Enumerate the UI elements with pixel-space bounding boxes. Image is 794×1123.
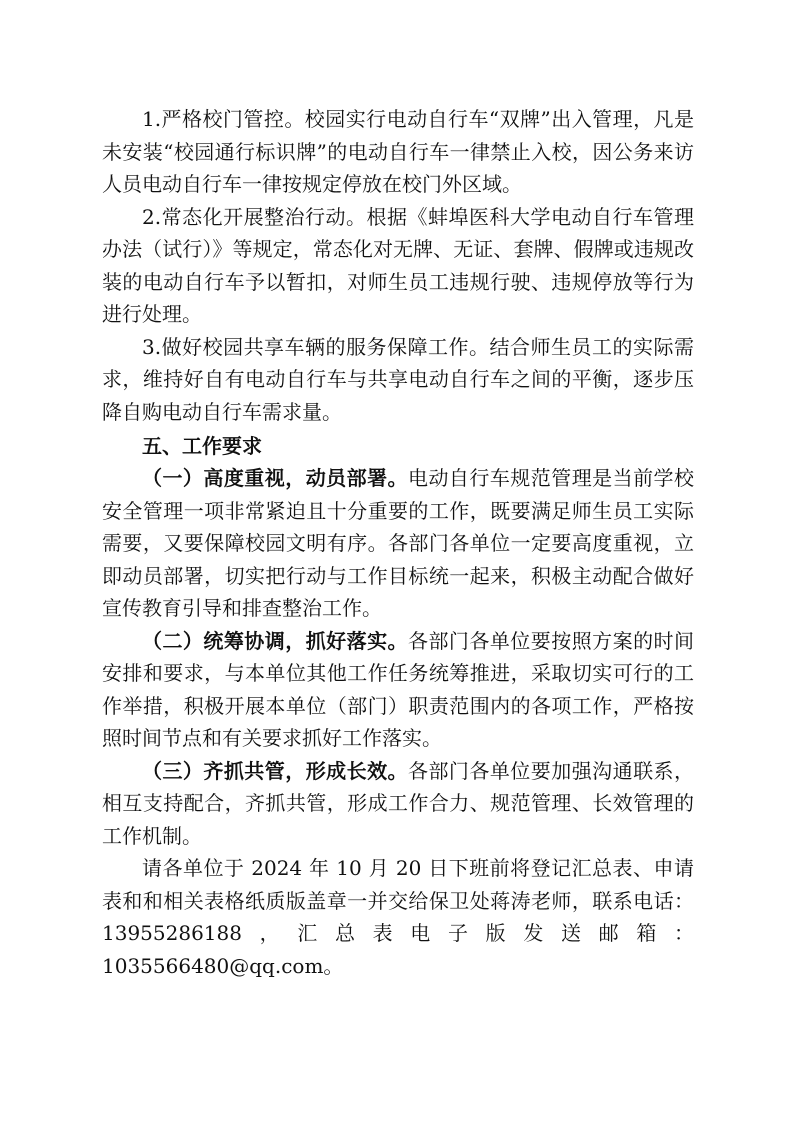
requirement-text: 各部门各单位要加强沟通联系，相互支持配合，齐抓共管，形成工作合力、规范管理、长效管理的工作机制。 <box>102 758 694 848</box>
requirement-lead: （一）高度重视，动员部署。 <box>142 466 408 490</box>
requirement-lead: （二）统筹协调，抓好落实。 <box>142 628 408 653</box>
requirement-item-3 <box>102 755 694 853</box>
requirement-text: 电动自行车规范管理是当前学校安全管理一项非常紧迫且十分重要的工作，既要满足师生员工实际需要，又要保障校园文明有序。各部门各单位一定要高度重视，立即动员部署，切实把行动与工作目标统一起来，积极主动配合做好宣传教育引导和排查整治工作。 <box>102 466 694 620</box>
requirement-lead: （三）齐抓共管，形成长效。 <box>142 758 408 783</box>
closing-paragraph: 请各单位于 2024 年 10 月 20 日下班前将登记汇总表、申请表和和相关表格纸质版盖章一并交给保卫处蒋涛老师，联系电话：13955286188，汇总表电子版发送邮箱：1035566480@qq.com。 <box>102 856 694 978</box>
requirement-item-1 <box>102 462 694 625</box>
paragraph-shared-vehicles: 3.做好校园共享车辆的服务保障工作。结合师生员工的实际需求，维持好自有电动自行车与共享电动自行车之间的平衡，逐步压降自购电动自行车需求量。 <box>102 334 694 424</box>
requirement-text: 各部门各单位要按照方案的时间安排和要求，与本单位其他工作任务统筹推进，采取切实可行的工作举措，积极开展本单位（部门）职责范围内的各项工作，严格按照时间节点和有关要求抓好工作落实。 <box>102 628 694 750</box>
requirement-item-2 <box>102 625 694 755</box>
paragraph-gate-control: 1.严格校门管控。校园实行电动自行车“双牌”出入管理，凡是未安装“校园通行标识牌”的电动自行车一律禁止入校，因公务来访人员电动自行车一律按规定停放在校门外区域。 <box>102 107 694 196</box>
section-heading: 五、工作要求 <box>142 434 262 458</box>
paragraph-regular-rectification: 2.常态化开展整治行动。根据《蚌埠医科大学电动自行车管理办法（试行）》等规定，常态化对无牌、无证、套牌、假牌或违规改装的电动自行车予以暂扣，对师生员工违规行驶、违规停放等行为进行处理。 <box>102 204 694 326</box>
document-body <box>102 103 694 982</box>
